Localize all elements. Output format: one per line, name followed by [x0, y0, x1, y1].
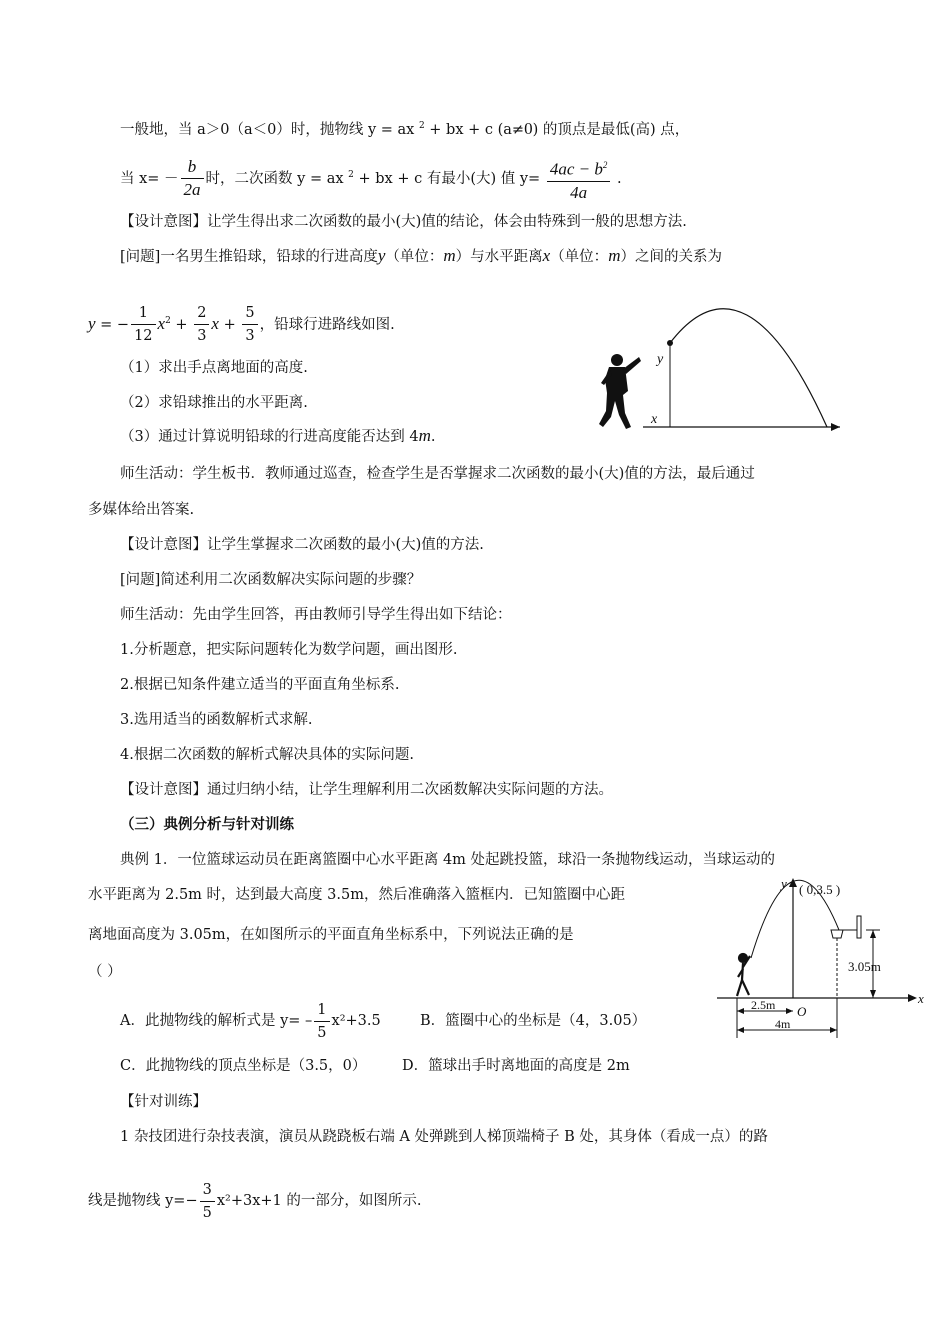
equals: = −	[95, 316, 130, 333]
numerator	[547, 154, 611, 182]
x-axis-label: x	[918, 991, 924, 1006]
dist-2-5-arrow-left	[737, 1008, 744, 1014]
example-1-line-2: 水平距离为 2.5m 时，达到最大高度 3.5m，然后准确落入篮框内．已知篮圈中心距	[88, 887, 625, 903]
training-1-line-1: 1 杂技团进行杂技表演，演员从跷跷板右端 A 处弹跳到人梯顶端椅子 B 处，其身体（看成一点）的路	[120, 1129, 768, 1145]
exponent: 2	[418, 121, 425, 131]
dist-2-5-label: 2.5m	[751, 998, 776, 1012]
backboard	[857, 916, 861, 938]
var-x: x	[542, 246, 551, 265]
y-axis-label: y	[657, 352, 664, 367]
text: ) 的顶点是最低(高) 点，	[532, 121, 690, 138]
question-1: （1）求出手点离地面的高度.	[120, 360, 308, 376]
thrower-silhouette	[599, 354, 641, 429]
exponent: 2	[602, 160, 608, 170]
denominator: 5	[317, 1024, 327, 1041]
text: A．此抛物线的解析式是 y= –	[120, 1013, 313, 1029]
problem-steps: [问题]简述利用二次函数解决实际问题的步骤？	[120, 572, 422, 588]
text: x²+3x+1 的一部分，如图所示.	[216, 1193, 422, 1209]
example-1-line-1: 典例 1．一位篮球运动员在距离篮圈中心水平距离 4m 处起跳投篮，球沿一条抛物线运动，当球运动的	[120, 852, 776, 868]
text: x²+3.5	[331, 1013, 381, 1029]
numerator: 2	[194, 302, 209, 325]
y-axis-label: y	[781, 876, 787, 891]
hoop	[831, 930, 843, 938]
height-arrow-bottom	[870, 990, 876, 998]
fraction-5-3	[242, 302, 257, 347]
denominator: 3	[197, 328, 207, 345]
numerator: b	[181, 156, 204, 179]
denominator: 2a	[183, 180, 201, 200]
basketball-figure	[715, 868, 930, 1048]
vertex-statement	[120, 152, 622, 204]
height-label: 3.05m	[848, 959, 881, 974]
plus: +	[218, 316, 241, 333]
text: 线是抛物线 y=−	[88, 1193, 198, 1209]
step-3: 3.选用适当的函数解析式求解.	[120, 712, 313, 728]
training-1-line-2	[88, 1178, 421, 1224]
option-a	[120, 998, 381, 1044]
trajectory-curve	[670, 309, 827, 427]
text: （单位：	[385, 249, 444, 265]
fraction-b-over-2a	[181, 156, 204, 201]
option-c: C．此抛物线的顶点坐标是（3.5，0）	[120, 1058, 367, 1074]
text: ）之间的关系为	[620, 249, 722, 265]
denominator: 12	[134, 328, 153, 345]
dist-4-arrow-right	[830, 1027, 837, 1033]
denominator: 4a	[570, 182, 588, 202]
question-2: （2）求铅球推出的水平距离.	[120, 395, 308, 411]
activity-1-line-1: 师生活动：学生板书．教师通过巡查，检查学生是否掌握求二次函数的最小(大)值的方法，最后通过	[120, 466, 755, 482]
unit-m: m	[608, 246, 621, 265]
fraction-3-5	[200, 1179, 215, 1224]
text: 时，二次函数 y = ax	[205, 170, 349, 187]
text: ）与水平距离	[455, 249, 543, 265]
design-intent-3: 【设计意图】通过归纳小结，让学生理解利用二次函数解决实际问题的方法。	[120, 782, 613, 798]
problem-shot-put	[120, 246, 722, 267]
numerator: 1	[131, 302, 155, 325]
dist-4-arrow-left	[737, 1027, 744, 1033]
plus: +	[170, 316, 193, 333]
text: ，铅球行进路线如图.	[259, 316, 395, 333]
origin-label: O	[797, 1004, 807, 1019]
minus-sign: －	[164, 170, 179, 187]
vertex-label: ( 0,3.5 )	[799, 882, 841, 897]
x-axis-label: x	[651, 412, 658, 427]
player-silhouette	[737, 954, 750, 996]
design-intent-2: 【设计意图】让学生掌握求二次函数的最小(大)值的方法.	[120, 537, 484, 553]
denominator: 3	[245, 328, 255, 345]
denominator: 5	[202, 1204, 212, 1221]
fraction-1-12	[131, 302, 155, 347]
unit-m: m	[443, 246, 456, 265]
numerator-text: 4ac − b	[549, 159, 603, 179]
activity-1-line-2: 多媒体给出答案.	[88, 502, 195, 518]
unit-m: m	[418, 426, 431, 445]
section-heading: （三）典例分析与针对训练	[120, 816, 294, 833]
activity-2: 师生活动：先由学生回答，再由教师引导学生得出如下结论：	[120, 607, 512, 623]
general-statement	[120, 116, 689, 140]
x-axis-arrow	[908, 994, 917, 1002]
height-arrow-top	[870, 930, 876, 938]
text: .	[612, 170, 622, 187]
example-1-line-3: 离地面高度为 3.05m，在如图所示的平面直角坐标系中，下列说法正确的是	[88, 927, 574, 943]
x-axis-arrow	[831, 423, 840, 431]
zero: 0	[524, 118, 533, 138]
text: （单位：	[550, 249, 609, 265]
step-1: 1.分析题意，把实际问题转化为数学问题，画出图形.	[120, 642, 458, 658]
text: 一般地，当 a＞0（a＜0）时，抛物线 y = ax	[120, 121, 419, 138]
option-d: D．篮球出手时离地面的高度是 2m	[402, 1058, 630, 1074]
fraction-min-value	[547, 154, 611, 204]
exponent: 2	[348, 170, 354, 180]
dist-4-label: 4m	[775, 1017, 791, 1031]
text: + bx + c (a≠	[424, 121, 525, 138]
text: （3）通过计算说明铅球的行进高度能否达到 4	[120, 429, 419, 445]
numerator: 3	[200, 1179, 215, 1202]
question-3	[120, 426, 435, 447]
shot-put-formula	[88, 298, 395, 348]
training-title: 【针对训练】	[120, 1094, 207, 1110]
design-intent-1: 【设计意图】让学生得出求二次函数的最小(大)值的结论，体会由特殊到一般的思想方法.	[120, 214, 687, 230]
fraction-2-3	[194, 302, 209, 347]
dist-2-5-arrow-right	[786, 1008, 793, 1014]
var-x: x	[211, 313, 219, 333]
var-x: x	[157, 313, 166, 333]
step-2: 2.根据已知条件建立适当的平面直角坐标系.	[120, 677, 400, 693]
shot-put-figure	[595, 295, 855, 440]
var-y: y	[88, 313, 96, 333]
numerator: 1	[314, 999, 329, 1022]
text: .	[430, 429, 436, 445]
text: [问题]一名男生推铅球，铅球的行进高度	[120, 249, 378, 265]
exponent: 2	[165, 316, 171, 326]
text: + bx + c 有最小(大) 值 y=	[353, 170, 545, 187]
example-1-line-4: （ ）	[88, 964, 122, 980]
step-4: 4.根据二次函数的解析式解决具体的实际问题.	[120, 747, 414, 763]
numerator: 5	[242, 302, 257, 325]
fraction-1-5	[314, 999, 329, 1044]
option-b: B．篮圈中心的坐标是（4，3.05）	[420, 1013, 647, 1029]
var-y: y	[377, 246, 386, 265]
text: 当 x=	[120, 170, 165, 187]
